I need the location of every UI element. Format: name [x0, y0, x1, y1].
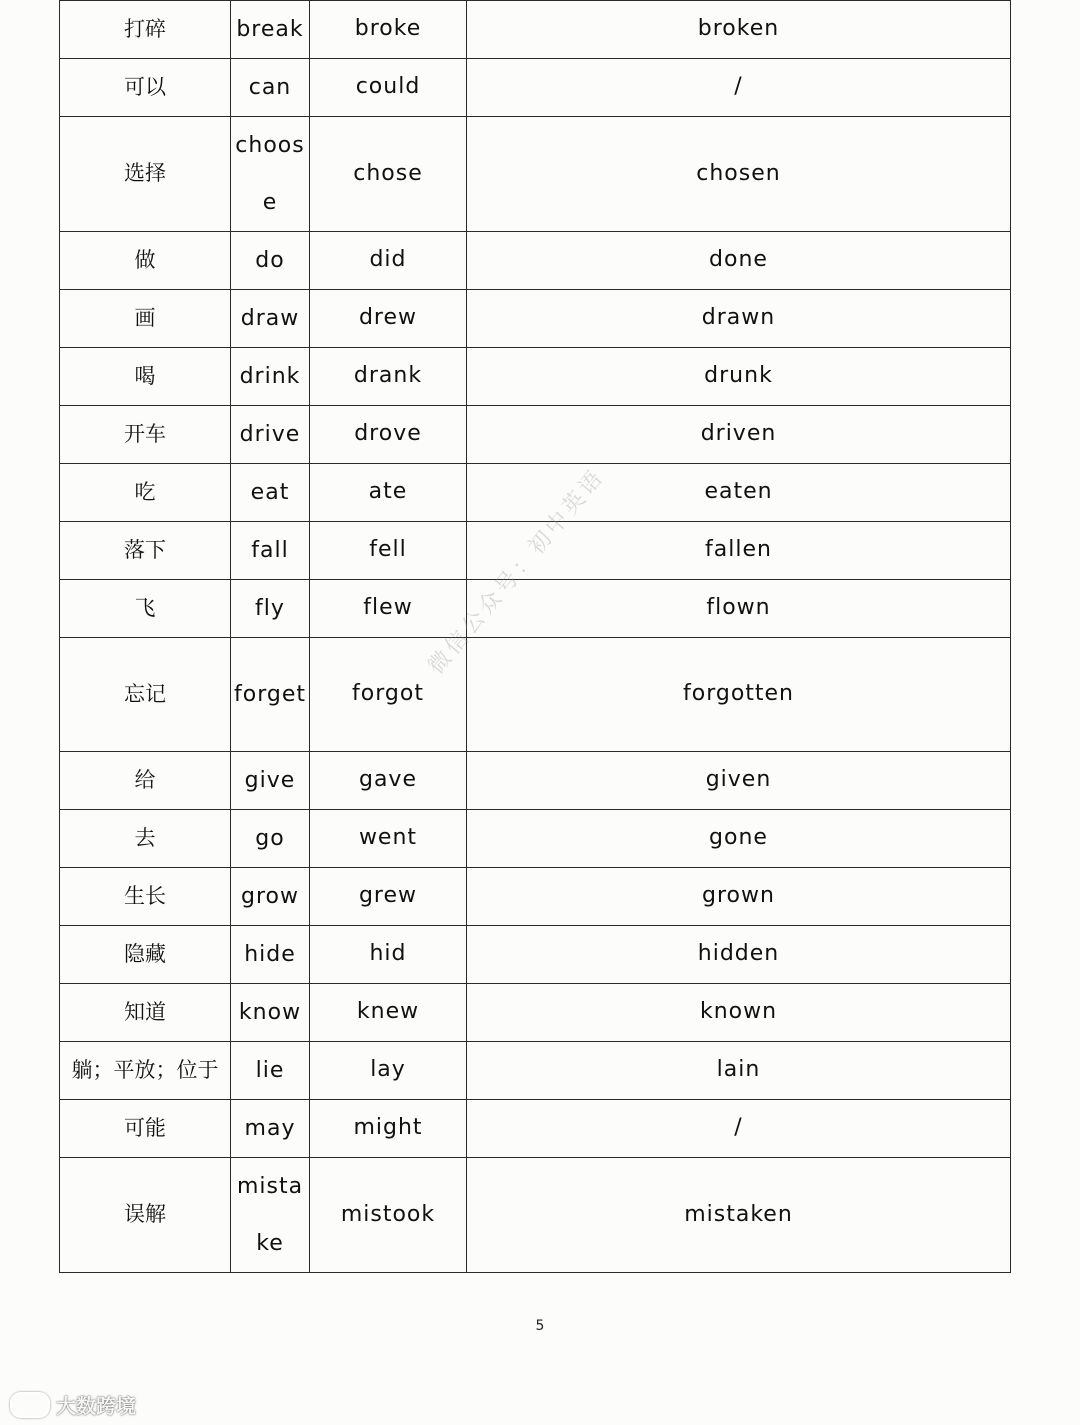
past-participle-cell: done	[467, 232, 1011, 290]
past-participle-cell: hidden	[467, 926, 1011, 984]
meaning-cell: 选择	[60, 117, 231, 232]
table-row	[60, 638, 1011, 752]
past-participle-cell: driven	[467, 406, 1011, 464]
table-row	[60, 1158, 1011, 1273]
past-participle-cell: fallen	[467, 522, 1011, 580]
meaning-cell: 开车	[60, 406, 231, 464]
meaning-cell: 可能	[60, 1100, 231, 1158]
meaning-cell: 做	[60, 232, 231, 290]
corner-logo-text: 大数跨境	[56, 1394, 136, 1418]
table-row	[60, 926, 1011, 984]
base-form-cell: go	[231, 810, 310, 868]
base-form-cell: drink	[231, 348, 310, 406]
irregular-verb-table	[59, 0, 1011, 1273]
past-participle-cell: known	[467, 984, 1011, 1042]
past-tense-cell: drove	[310, 406, 467, 464]
table-row	[60, 984, 1011, 1042]
past-tense-cell: fell	[310, 522, 467, 580]
past-participle-cell: /	[467, 59, 1011, 117]
meaning-cell: 忘记	[60, 638, 231, 752]
past-tense-cell: lay	[310, 1042, 467, 1100]
watermark-text: 微信公众号：初中英语	[423, 464, 611, 680]
past-tense-cell: grew	[310, 868, 467, 926]
base-form-cell: break	[231, 1, 310, 59]
meaning-cell: 生长	[60, 868, 231, 926]
past-participle-cell: /	[467, 1100, 1011, 1158]
meaning-cell: 隐藏	[60, 926, 231, 984]
past-tense-cell: hid	[310, 926, 467, 984]
past-tense-cell: chose	[310, 117, 467, 232]
table-row	[60, 1, 1011, 59]
past-participle-cell: forgotten	[467, 638, 1011, 752]
past-tense-cell: ate	[310, 464, 467, 522]
base-form-cell: know	[231, 984, 310, 1042]
past-participle-cell: mistaken	[467, 1158, 1011, 1273]
past-participle-cell: drawn	[467, 290, 1011, 348]
table-row	[60, 580, 1011, 638]
base-form-cell: eat	[231, 464, 310, 522]
base-form-cell: do	[231, 232, 310, 290]
base-form-cell: can	[231, 59, 310, 117]
meaning-cell: 落下	[60, 522, 231, 580]
table-row	[60, 59, 1011, 117]
meaning-cell: 打碎	[60, 1, 231, 59]
past-participle-cell: gone	[467, 810, 1011, 868]
corner-logo	[10, 1390, 136, 1419]
table-row	[60, 810, 1011, 868]
past-tense-cell: mistook	[310, 1158, 467, 1273]
past-tense-cell: did	[310, 232, 467, 290]
past-participle-cell: lain	[467, 1042, 1011, 1100]
base-form-cell: may	[231, 1100, 310, 1158]
table-row	[60, 464, 1011, 522]
past-tense-cell: might	[310, 1100, 467, 1158]
meaning-cell: 给	[60, 752, 231, 810]
base-form-cell: lie	[231, 1042, 310, 1100]
base-form-cell: grow	[231, 868, 310, 926]
table-row	[60, 117, 1011, 232]
base-form-cell: choose	[231, 117, 310, 232]
table-row	[60, 752, 1011, 810]
table-row	[60, 1042, 1011, 1100]
meaning-cell: 画	[60, 290, 231, 348]
past-participle-cell: eaten	[467, 464, 1011, 522]
past-tense-cell: could	[310, 59, 467, 117]
past-participle-cell: chosen	[467, 117, 1011, 232]
past-participle-cell: given	[467, 752, 1011, 810]
past-tense-cell: flew	[310, 580, 467, 638]
table-row	[60, 868, 1011, 926]
past-participle-cell: grown	[467, 868, 1011, 926]
meaning-cell: 知道	[60, 984, 231, 1042]
base-form-cell: mistake	[231, 1158, 310, 1273]
past-tense-cell: drew	[310, 290, 467, 348]
past-tense-cell: forgot	[310, 638, 467, 752]
base-form-cell: draw	[231, 290, 310, 348]
table-row	[60, 1100, 1011, 1158]
table-row	[60, 232, 1011, 290]
meaning-cell: 误解	[60, 1158, 231, 1273]
past-tense-cell: went	[310, 810, 467, 868]
page-number: 5	[535, 1318, 545, 1334]
verb-table-body	[60, 1, 1011, 1273]
base-form-cell: give	[231, 752, 310, 810]
meaning-cell: 去	[60, 810, 231, 868]
past-tense-cell: drank	[310, 348, 467, 406]
past-tense-cell: knew	[310, 984, 467, 1042]
logo-icon	[10, 1392, 50, 1418]
past-tense-cell: broke	[310, 1, 467, 59]
base-form-cell: drive	[231, 406, 310, 464]
table-row	[60, 348, 1011, 406]
base-form-cell: forget	[231, 638, 310, 752]
table-row	[60, 290, 1011, 348]
meaning-cell: 可以	[60, 59, 231, 117]
past-participle-cell: drunk	[467, 348, 1011, 406]
base-form-cell: fall	[231, 522, 310, 580]
meaning-cell: 喝	[60, 348, 231, 406]
meaning-cell: 吃	[60, 464, 231, 522]
meaning-cell: 飞	[60, 580, 231, 638]
past-participle-cell: flown	[467, 580, 1011, 638]
meaning-cell: 躺；平放；位于	[60, 1042, 231, 1100]
past-tense-cell: gave	[310, 752, 467, 810]
base-form-cell: hide	[231, 926, 310, 984]
base-form-cell: fly	[231, 580, 310, 638]
table-row	[60, 406, 1011, 464]
past-participle-cell: broken	[467, 1, 1011, 59]
